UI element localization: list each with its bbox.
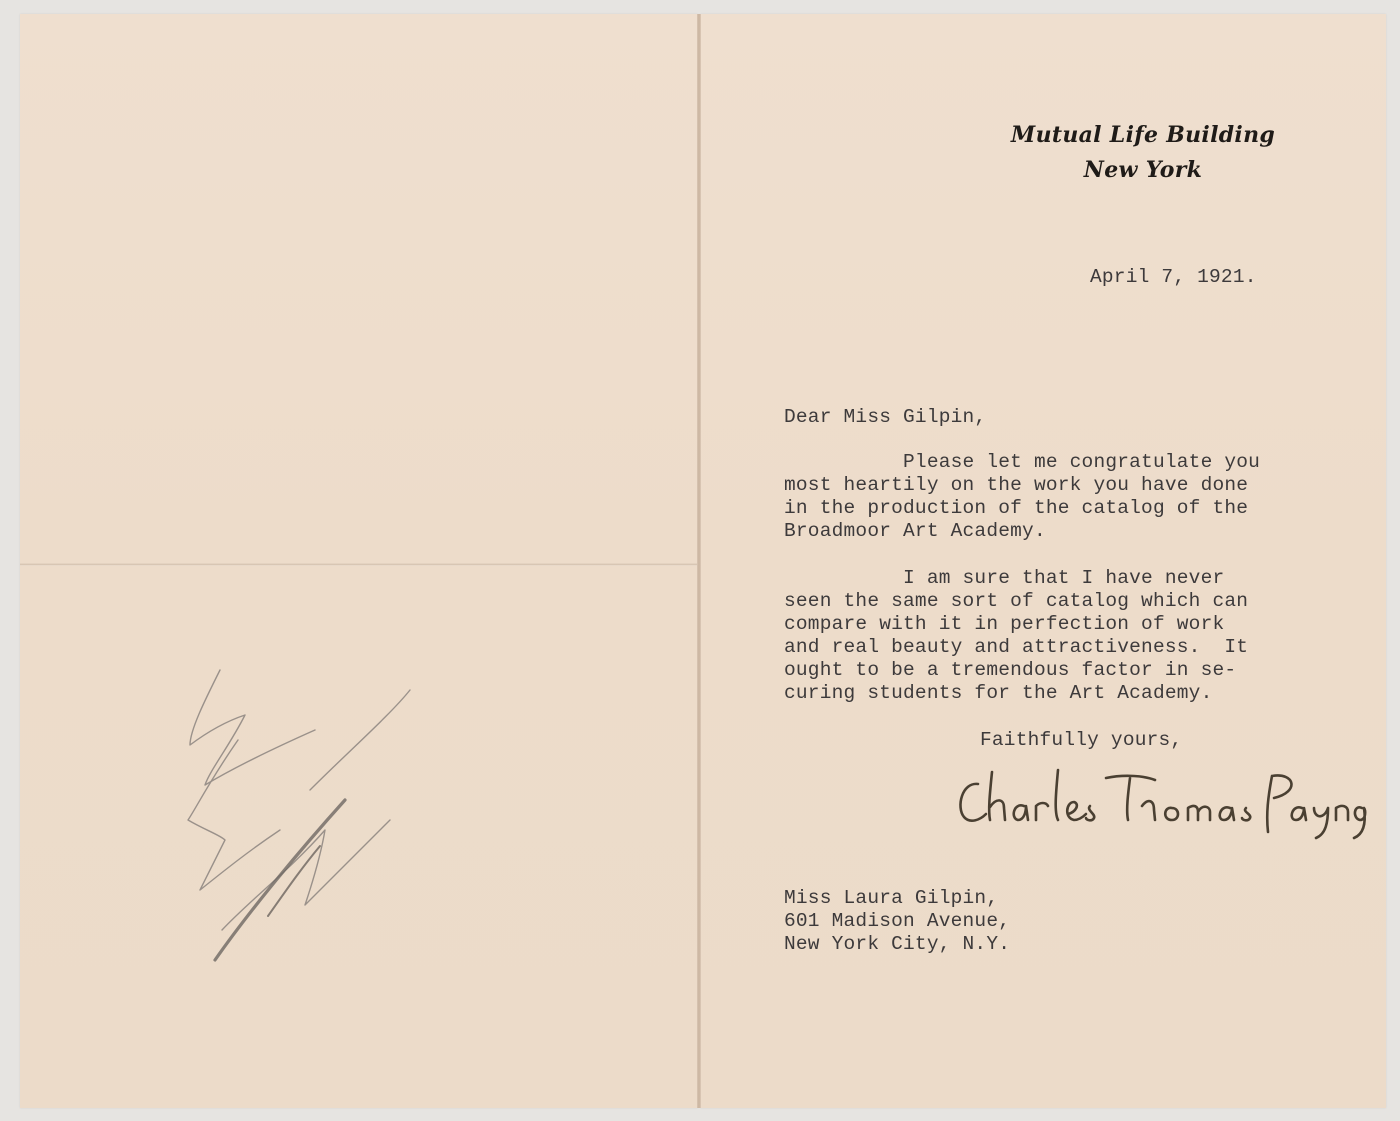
letter-paragraph-1: Please let me congratulate you most heartily on the work you have done in the production of the catalog of the Broadmoor Art Academy. xyxy=(784,451,1261,542)
letter-paragraph-2: I am sure that I have never seen the same sort of catalog which can compare with it in perfection of work and real beauty and attractiveness. It ought to be a tremendous factor in se- curing students for the Art Academy. xyxy=(784,567,1249,704)
letterhead-city: New York xyxy=(1083,157,1203,183)
right-page xyxy=(700,14,1386,1108)
letter-date: April 7, 1921. xyxy=(1090,266,1257,288)
handwritten-signature xyxy=(950,762,1370,842)
horizontal-fold-crease xyxy=(20,563,698,566)
recipient-address: Miss Laura Gilpin, 601 Madison Avenue, New York City, N.Y. xyxy=(784,887,1011,955)
letterhead-building: Mutual Life Building xyxy=(1010,122,1276,148)
letter-salutation: Dear Miss Gilpin, xyxy=(784,406,987,428)
center-fold-spine xyxy=(697,14,701,1108)
pencil-scribble xyxy=(150,660,430,1000)
letter-closing: Faithfully yours, xyxy=(980,729,1183,751)
